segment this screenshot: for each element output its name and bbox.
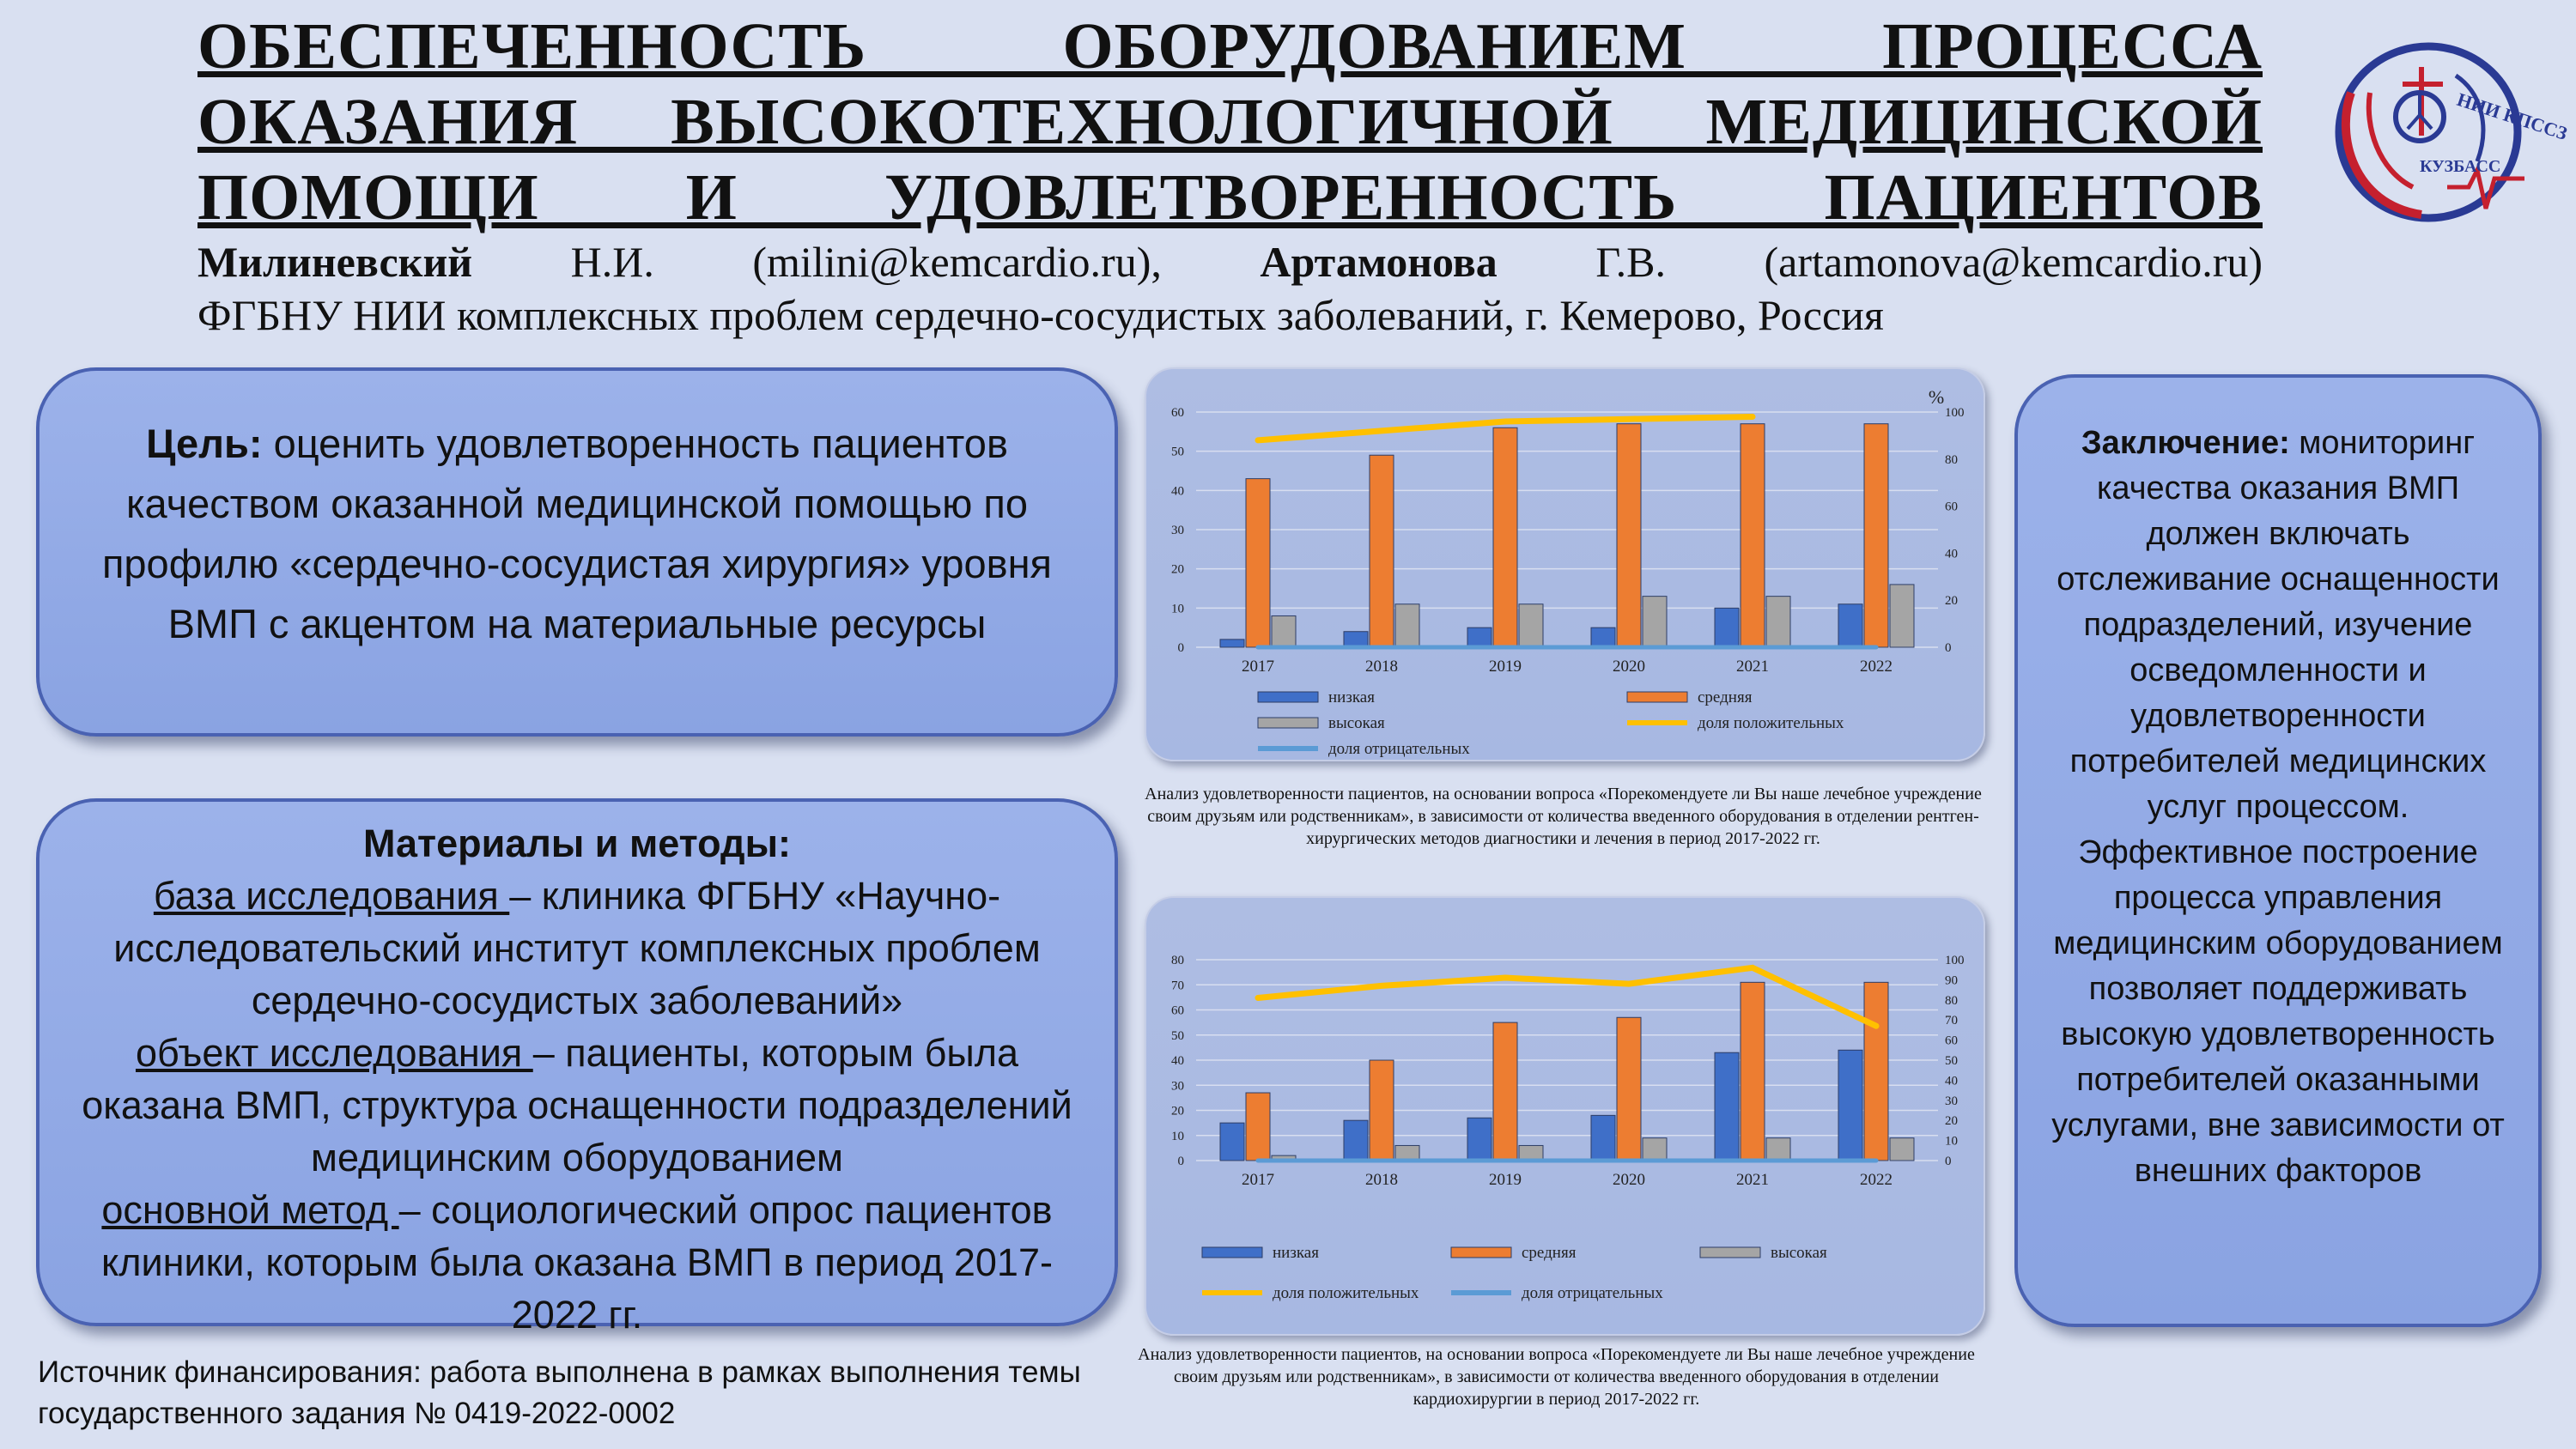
methods-item-base-label: база исследования [153,874,510,918]
bar-medium [1493,1022,1517,1161]
chart-1-panel [1145,367,1985,761]
bar-low [1715,608,1739,647]
bar-low [1344,632,1368,647]
bar-high [1766,597,1790,647]
y-tick-label: 50 [1171,1028,1184,1043]
methods-item-base-text: – клиника ФГБНУ «Научно-исследовательский институт комплексных проблем сердечно-сосудистых заболеваний» [113,874,1041,1022]
y-tick-label: 50 [1171,445,1184,459]
y2-tick-label: 10 [1945,1134,1958,1149]
y2-tick-label: 90 [1945,973,1958,988]
methods-item-base [74,870,1080,1027]
legend-label: средняя [1698,688,1753,706]
y2-tick-label: 100 [1945,954,1965,967]
methods-item-object-text: – пациенты, которым была оказана ВМП, структура оснащенности подразделений медицинским оборудованием [82,1031,1072,1179]
bar-high [1519,1145,1543,1161]
legend-bar-swatch [1202,1247,1262,1258]
bar-medium [1864,982,1888,1161]
bar-low [1715,1052,1739,1161]
y-tick-label: 40 [1171,1054,1184,1068]
institute-logo [2318,33,2570,239]
institution: ФГБНУ НИИ комплексных проблем сердечно-сосудистых заболеваний, г. Кемерово, Россия [197,291,1884,339]
legend-label: средняя [1522,1244,1577,1262]
author-1-contact: Н.И. (milini@kemcardio.ru), [570,238,1162,286]
chart-1 [1146,369,1984,760]
methods-heading: Материалы и методы: [362,822,792,865]
y2-tick-label: 70 [1945,1014,1958,1028]
methods-item-object [74,1027,1080,1184]
chart-1-caption: Анализ удовлетворенности пациентов, на основании вопроса «Порекомендуете ли Вы наше лечебное учреждение своим друзьям или родственникам», в зависимости от количества введенного оборудования в отделении рентген-хирургических методов диагностики и лечения в период 2017-2022 гг. [1145,785,1982,848]
legend-label: низкая [1273,1244,1319,1262]
chart-2 [1146,898,1984,1334]
methods-item-object-label: объект исследования [135,1031,533,1075]
y-tick-label: 70 [1171,979,1184,993]
y-tick-label: 60 [1171,406,1184,420]
legend-label: доля отрицательных [1522,1284,1663,1302]
y2-tick-label: 20 [1945,594,1958,609]
legend-label: низкая [1328,688,1375,706]
conclusion-box [2014,374,2542,1327]
y2-tick-label: 0 [1945,1155,1952,1168]
legend-bar-swatch [1627,692,1687,702]
y-tick-label: 80 [1171,954,1184,967]
goal-text: оценить удовлетворенность пациентов качеством оказанной медицинской помощью по профилю «сердечно-сосудистая хирургия» уровня ВМП с акцентом на материальные ресурсы [101,421,1053,646]
chart-2-panel [1145,896,1985,1336]
y2-tick-label: 0 [1945,641,1952,655]
x-tick-label: 2022 [1860,1171,1893,1189]
funding-note: Источник финансирования: работа выполнена в рамках выполнения темы государственного задания № 0419-2022-0002 [38,1355,1081,1430]
legend-label: доля положительных [1698,714,1844,732]
x-tick-label: 2019 [1489,658,1522,676]
y-tick-label: 40 [1171,484,1184,499]
y-tick-label: 0 [1177,1155,1184,1168]
x-tick-label: 2021 [1736,658,1769,676]
y2-tick-label: 80 [1945,993,1958,1008]
bar-medium [1370,455,1394,647]
conclusion-label: Заключение: [2081,425,2290,461]
legend-label: высокая [1328,714,1385,732]
bar-high [1890,585,1914,647]
chart-2-caption: Анализ удовлетворенности пациентов, на основании вопроса «Порекомендуете ли Вы наше лечебное учреждение своим друзьям или родственникам», в зависимости от количества введенного оборудования в отделении кардиохирургии в период 2017-2022 гг. [1138,1345,1975,1409]
x-tick-label: 2019 [1489,1171,1522,1189]
logo-text-top: НИИ КПССЗ [2454,88,2570,144]
bar-high [1890,1138,1914,1161]
author-2-name: Артамонова [1260,238,1498,286]
bar-high [1766,1138,1790,1161]
bar-medium [1864,424,1888,647]
y2-tick-label: 40 [1945,547,1958,561]
bar-low [1591,1115,1615,1161]
y-tick-label: 60 [1171,1003,1184,1018]
y-tick-label: 30 [1171,1079,1184,1094]
bar-medium [1741,424,1765,647]
y2-tick-label: 60 [1945,500,1958,514]
y-tick-label: 20 [1171,1104,1184,1119]
legend-label: доля отрицательных [1328,740,1470,758]
bar-high [1272,615,1296,647]
bar-medium [1617,1017,1641,1161]
legend-bar-swatch [1700,1247,1760,1258]
bar-low [1838,1050,1862,1161]
x-tick-label: 2018 [1365,1171,1398,1189]
x-tick-label: 2018 [1365,658,1398,676]
bar-high [1643,597,1667,647]
y2-tick-label: 60 [1945,1034,1958,1048]
author-2-contact: Г.В. (artamonova@kemcardio.ru) [1595,238,2263,286]
bar-low [1220,1123,1244,1161]
x-tick-label: 2020 [1613,1171,1645,1189]
bar-low [1344,1120,1368,1161]
y-tick-label: 20 [1171,562,1184,577]
x-tick-label: 2021 [1736,1171,1769,1189]
bar-medium [1246,1093,1270,1161]
legend-label: высокая [1771,1244,1827,1262]
conclusion-text: мониторинг качества оказания ВМП должен включать отслеживание оснащенности подразделений, изучение осведомленности и удовлетворенности потребителей медицинских услуг процессом. Эффективное построение процесса управления медицинским оборудованием позволяет поддерживать высокую удовлетворенность потребителей оказанными услугами, вне зависимости от внешних факторов [2051,425,2505,1189]
bar-high [1395,604,1419,647]
y2-tick-label: 40 [1945,1074,1958,1088]
bar-medium [1617,424,1641,647]
y-tick-label: 30 [1171,524,1184,537]
methods-item-method [74,1184,1080,1341]
legend-bar-swatch [1258,718,1318,728]
bar-medium [1493,427,1517,647]
bar-low [1467,627,1492,647]
y2-unit-label: % [1928,386,1945,408]
y2-tick-label: 30 [1945,1094,1958,1108]
bar-low [1467,1118,1492,1161]
x-tick-label: 2017 [1242,1171,1274,1189]
y-tick-label: 10 [1171,602,1184,616]
bar-high [1643,1138,1667,1161]
x-tick-label: 2017 [1242,658,1274,676]
bar-low [1220,640,1244,647]
x-tick-label: 2020 [1613,658,1645,676]
goal-box [36,367,1118,737]
legend-bar-swatch [1258,692,1318,702]
y-tick-label: 0 [1177,641,1184,655]
y2-tick-label: 20 [1945,1114,1958,1129]
y2-tick-label: 50 [1945,1054,1958,1068]
y-tick-label: 10 [1171,1129,1184,1143]
bar-high [1519,604,1543,647]
author-1-name: Милиневский [197,238,473,286]
legend-bar-swatch [1451,1247,1511,1258]
x-tick-label: 2022 [1860,658,1893,676]
logo-text-bottom: КУЗБАСС [2420,157,2501,176]
y2-tick-label: 80 [1945,452,1958,467]
poster-title: ОБЕСПЕЧЕННОСТЬ ОБОРУДОВАНИЕМ ПРОЦЕССА ОКАЗАНИЯ ВЫСОКОТЕХНОЛОГИЧНОЙ МЕДИЦИНСКОЙ ПОМОЩИ И УДОВЛЕТВОРЕННОСТЬ ПАЦИЕНТОВ [197,10,2263,233]
goal-label: Цель: [146,421,263,466]
authors-line [197,235,2263,288]
line-positive-share [1258,967,1876,1026]
y2-tick-label: 100 [1945,406,1965,420]
methods-item-method-text: – социологический опрос пациентов клиники, которым была оказана ВМП в период 2017-2022 гг. [101,1188,1053,1337]
bar-medium [1246,479,1270,647]
bar-high [1395,1145,1419,1161]
bar-low [1591,627,1615,647]
methods-box [36,798,1118,1337]
bar-low [1838,604,1862,647]
methods-item-method-label: основной метод [101,1188,399,1232]
bar-medium [1741,982,1765,1161]
legend-label: доля положительных [1273,1284,1419,1302]
bar-medium [1370,1060,1394,1161]
